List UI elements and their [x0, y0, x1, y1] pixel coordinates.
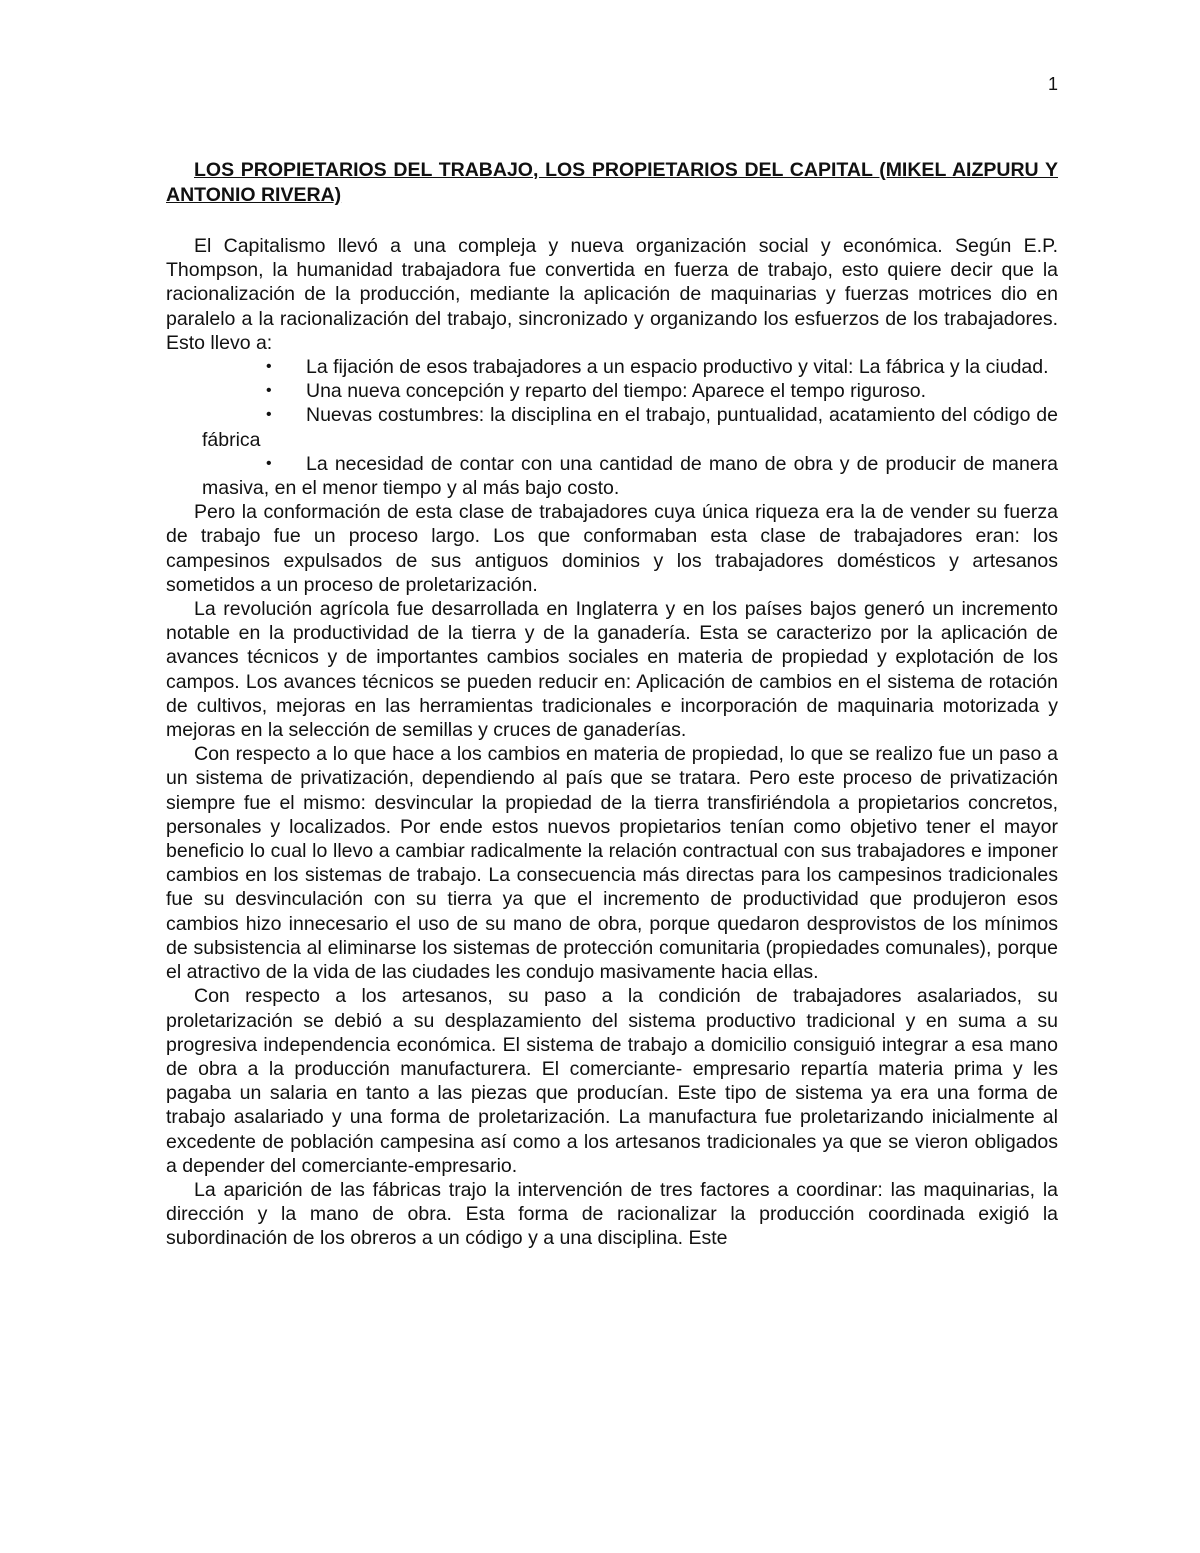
- bullet-list: [166, 355, 1058, 500]
- paragraph-property-changes: Con respecto a lo que hace a los cambios en materia de propiedad, lo que se realizo fue un paso a un sistema de privatización, dependiendo al país que se tratara. Pero este proceso de privatización siempre fue el mismo: desvincular la propiedad de la tierra transfiriéndola a propietarios concretos, personales y localizados. Por ende estos nuevos propietarios tenían como objetivo tener el mayor beneficio lo cual lo llevo a cambiar radicalmente la relación contractual con sus trabajadores e imponer cambios en los sistemas de trabajo. La consecuencia más directas para los campesinos tradicionales fue su desvinculación con su tierra ya que el incremento de productividad que produjeron esos cambios hizo innecesario el uso de su mano de obra, porque quedaron desprovistos de los mínimos de subsistencia al eliminarse los sistemas de protección comunitaria (propiedades comunales), porque el atractivo de la vida de las ciudades les condujo masivamente hacia ellas.: [166, 743, 1058, 984]
- bullet-item: [202, 355, 1058, 379]
- bullet-text: Una nueva concepción y reparto del tiempo: Aparece el tempo riguroso.: [306, 380, 927, 403]
- paragraph-artisans: Con respecto a los artesanos, su paso a la condición de trabajadores asalariados, su proletarización se debió a su desplazamiento del sistema productivo tradicional y en suma a su progresiva independencia económica. El sistema de trabajo a domicilio consiguió integrar a esa mano de obra a la producción manufacturera. El comerciante- empresario repartía materia prima y les pagaba un salaria en tanto a las piezas que producían. Este tipo de sistema ya era una forma de trabajo asalariado y una forma de proletarización. La manufactura fue proletarizando inicialmente al excedente de población campesina así como a los artesanos tradicionales ya que se vieron obligados a depender del comerciante-empresario.: [166, 985, 1058, 1177]
- bullet-text: La necesidad de contar con una cantidad de mano de obra y de producir de manera masiva, en el menor tiempo y al más bajo costo.: [202, 452, 1058, 500]
- bullet-item: [202, 403, 1058, 451]
- bullet-text: La fijación de esos trabajadores a un espacio productivo y vital: La fábrica y la ciudad.: [306, 356, 1049, 379]
- page-number: 1: [1047, 74, 1058, 94]
- bullet-icon: •: [266, 454, 272, 472]
- document-title: LOS PROPIETARIOS DEL TRABAJO, LOS PROPIETARIOS DEL CAPITAL (MIKEL AIZPURU Y ANTONIO RIVERA): [166, 159, 1058, 206]
- paragraph-factories: La aparición de las fábricas trajo la intervención de tres factores a coordinar: las maquinarias, la dirección y la mano de obra. Esta forma de racionalizar la producción coordinada exigió la subordinación de los obreros a un código y a una disciplina. Este: [166, 1178, 1058, 1250]
- bullet-text: Nuevas costumbres: la disciplina en el trabajo, puntualidad, acatamiento del código de fábrica: [202, 404, 1058, 451]
- document-body: [166, 158, 1058, 1251]
- bullet-icon: •: [266, 382, 272, 400]
- intro-paragraph: El Capitalismo llevó a una compleja y nueva organización social y económica. Según E.P. Thompson, la humanidad trabajadora fue convertida en fuerza de trabajo, esto quiere decir que la racionalización de la producción, mediante la aplicación de maquinarias y fuerzas motrices dio en paralelo a la racionalización del trabajo, sincronizado y organizando los esfuerzos de los trabajadores. Esto llevo a:: [166, 235, 1058, 354]
- bullet-item: [202, 379, 1058, 403]
- bullet-icon: •: [266, 358, 272, 376]
- paragraph-agricultural-revolution: La revolución agrícola fue desarrollada en Inglaterra y en los países bajos generó un incremento notable en la productividad de la tierra y de la ganadería. Esta se caracterizo por la aplicación de avances técnicos y de importantes cambios sociales en materia de propiedad y explotación de los campos. Los avances técnicos se pueden reducir en: Aplicación de cambios en el sistema de rotación de cultivos, mejoras en las herramientas tradicionales e incorporación de maquinaria motorizada y mejoras en la selección de semillas y cruces de ganaderías.: [166, 598, 1058, 742]
- bullet-item: [202, 452, 1058, 500]
- bullet-icon: •: [266, 406, 272, 424]
- paragraph-workers-class: Pero la conformación de esta clase de trabajadores cuya única riqueza era la de vender su fuerza de trabajo fue un proceso largo. Los que conformaban esta clase de trabajadores eran: los campesinos expulsados de sus antiguos dominios y los trabajadores domésticos y artesanos sometidos a un proceso de proletarización.: [166, 501, 1058, 596]
